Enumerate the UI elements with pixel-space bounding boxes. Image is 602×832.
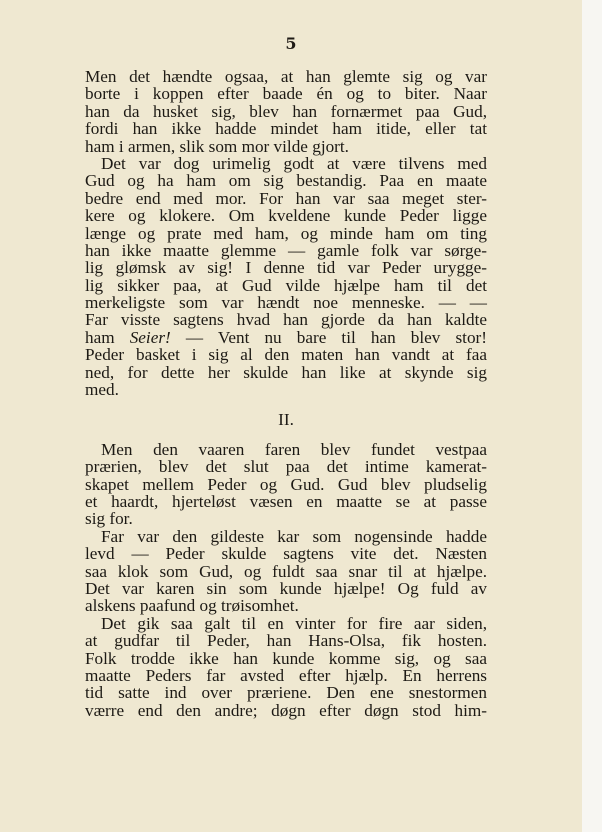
scan-edge — [582, 0, 602, 832]
text-line: prærien, blev det slut paa det intime kamerat- — [85, 457, 487, 477]
page-number: 5 — [285, 34, 297, 53]
text-line: Folk trodde ikke han kunde komme sig, og saa — [85, 648, 487, 668]
text-line: Far var den gildeste kar som nogensinde hadde — [101, 526, 487, 546]
text-line: fordi han ikke hadde mindet ham itide, eller tat — [85, 119, 487, 139]
seier-after: — Vent nu bare til han blev stor! — [170, 327, 487, 347]
text-line: levd — Peder skulde sagtens vite det. Næsten — [85, 544, 487, 564]
text-line: han da husket sig, blev han fornærmet paa Gud, — [85, 101, 487, 121]
text-line: merkeligste som var hændt noe menneske. — — — [85, 293, 487, 313]
text-line: længe og prate med ham, og minde ham om ting — [85, 223, 487, 243]
text-line: ham i armen, slik som mor vilde gjort. — [85, 136, 349, 156]
text-line: borte i koppen efter baade én og to biter. Naar — [85, 84, 487, 104]
seier-before: ham — [85, 327, 130, 347]
text-line: bedre end med mor. For han var saa meget ster- — [85, 188, 487, 208]
text-line: sig for. — [85, 509, 133, 529]
text-line: Men den vaaren faren blev fundet vestpaa — [101, 439, 487, 459]
text-line: lig glømsk av sig! I denne tid var Peder urygge- — [85, 258, 487, 278]
text-line: ned, for dette her skulde han like at skynde sig — [85, 362, 487, 382]
text-line: Det var karen sin som kunde hjælpe! Og fuld av — [85, 578, 487, 598]
text-line: alskens paafund og trøisomhet. — [85, 596, 299, 616]
section-heading: II. — [278, 410, 294, 430]
text-line: tid satte ind over præriene. Den ene snestormen — [85, 683, 487, 703]
body-text — [85, 68, 487, 719]
text-line: Far visste sagtens hvad han gjorde da han kaldte — [85, 310, 487, 330]
text-line: lig sikker paa, at Gud vilde hjælpe ham til det — [85, 275, 487, 295]
text-line: Peder basket i sig al den maten han vandt at faa — [85, 345, 487, 365]
seier-italic: Seier! — [129, 327, 171, 347]
text-line: med. — [85, 380, 119, 400]
text-line: Det var dog urimelig godt at være tilvens med — [101, 153, 487, 173]
text-line: Det gik saa galt til en vinter for fire aar siden, — [101, 613, 487, 633]
text-line-seier — [85, 329, 487, 346]
text-line: han ikke maatte glemme — gamle folk var sørge- — [85, 240, 487, 260]
text-line: værre end den andre; døgn efter døgn stod him- — [85, 700, 487, 720]
text-line: Men det hændte ogsaa, at han glemte sig og var — [85, 67, 487, 86]
text-line: at gudfar til Peder, han Hans-Olsa, fik hosten. — [85, 631, 487, 651]
text-line: kere og klokere. Om kveldene kunde Peder ligge — [85, 206, 487, 226]
text-line: maatte Peders far avsted efter hjælp. En herrens — [85, 665, 487, 685]
text-line: saa klok som Gud, og fuldt saa snar til at hjælpe. — [85, 561, 487, 581]
text-line: et haardt, hjerteløst væsen en maatte se at passe — [85, 491, 487, 511]
text-line: skapet mellem Peder og Gud. Gud blev pludselig — [85, 474, 487, 494]
text-line: Gud og ha ham om sig bestandig. Paa en maate — [85, 171, 487, 191]
